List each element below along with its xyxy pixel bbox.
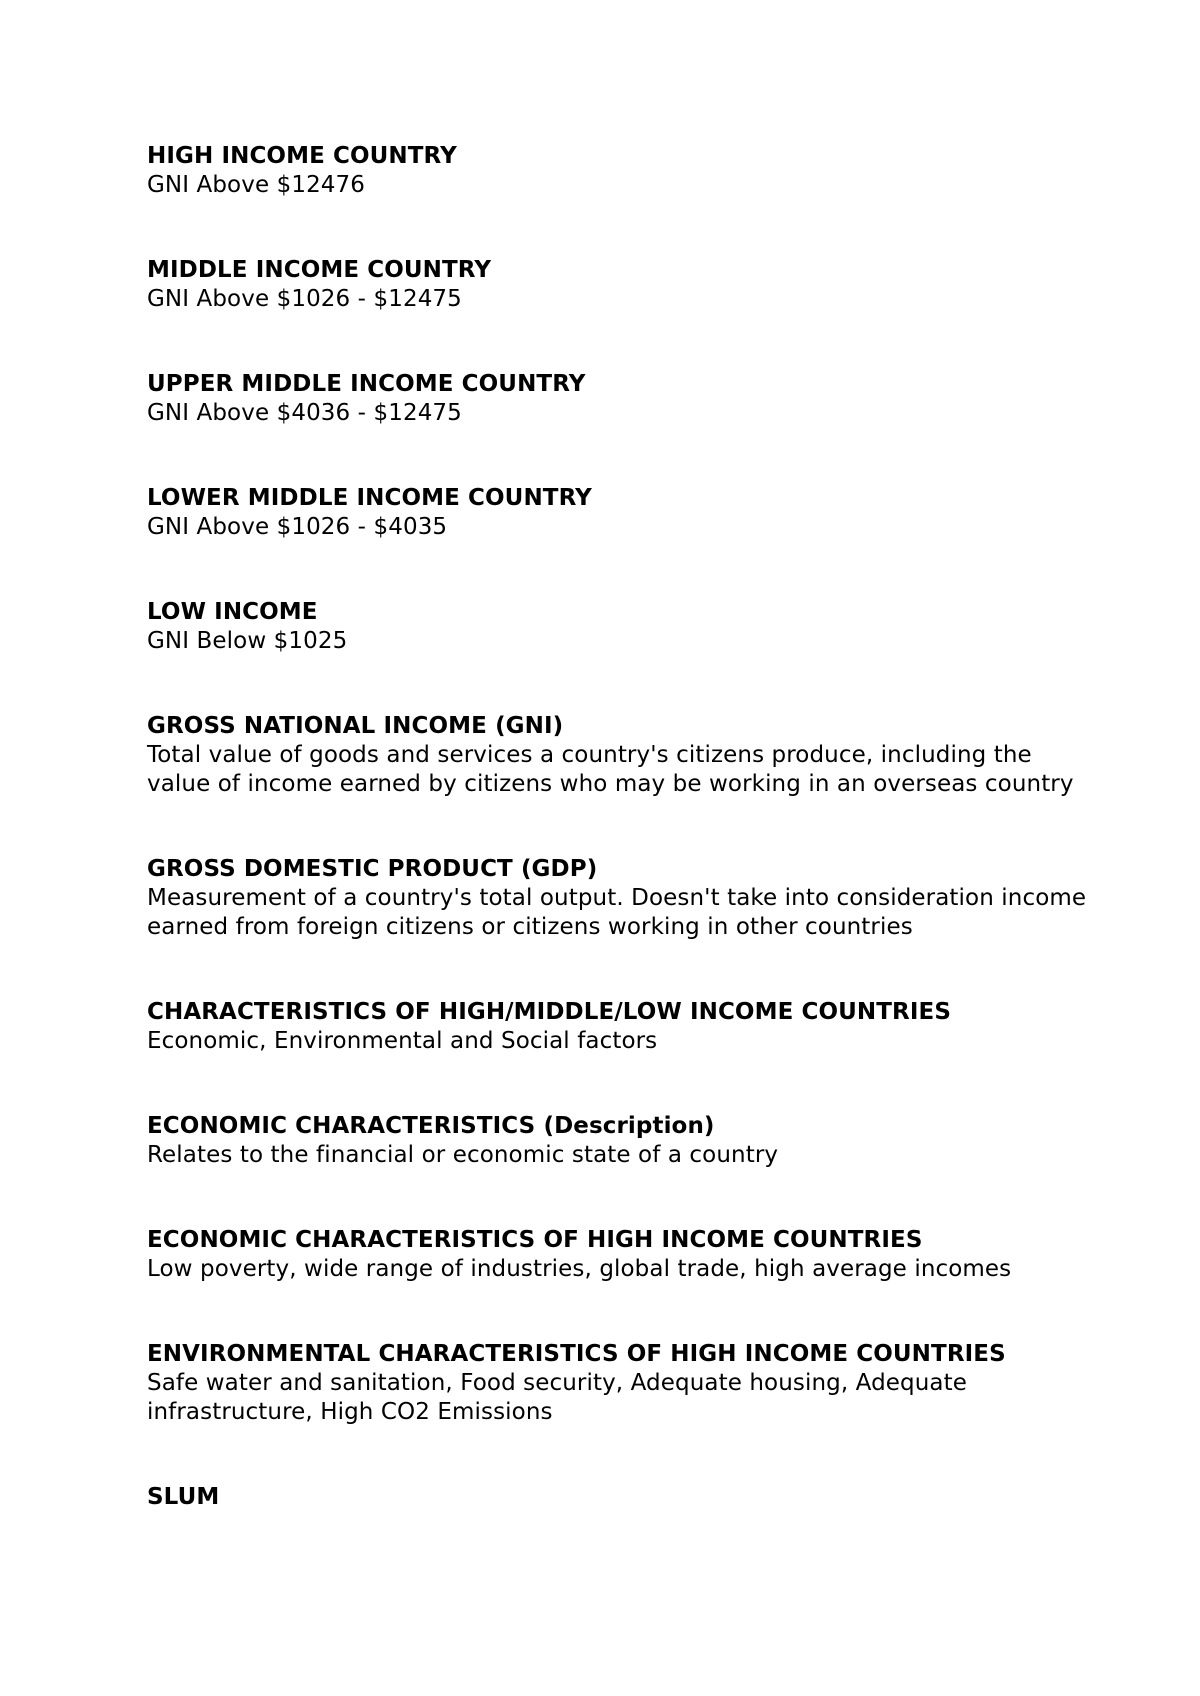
term-heading: CHARACTERISTICS OF HIGH/MIDDLE/LOW INCOME COUNTRIES	[147, 999, 951, 1025]
entry-characteristics	[147, 998, 1097, 1056]
term-heading: SLUM	[147, 1484, 220, 1510]
term-heading: GROSS NATIONAL INCOME (GNI)	[147, 713, 564, 739]
term-definition: Relates to the financial or economic state of a country	[147, 1142, 779, 1168]
entry-environmental-high-income	[147, 1340, 1097, 1427]
term-heading: GROSS DOMESTIC PRODUCT (GDP)	[147, 856, 598, 882]
entry-slum	[147, 1483, 1097, 1512]
term-definition: Low poverty, wide range of industries, global trade, high average incomes	[147, 1256, 1012, 1282]
term-definition: Measurement of a country's total output. Doesn't take into consideration income earned from foreign citizens or citizens working in other countries	[147, 885, 1087, 940]
entry-middle-income	[147, 256, 1097, 314]
entry-gdp	[147, 855, 1097, 942]
entry-lower-middle-income	[147, 484, 1097, 542]
term-heading: HIGH INCOME COUNTRY	[147, 143, 457, 169]
term-definition: Economic, Environmental and Social factors	[147, 1028, 658, 1054]
entry-gni	[147, 712, 1097, 799]
term-definition: Total value of goods and services a country's citizens produce, including the value of income earned by citizens who may be working in an overseas country	[147, 742, 1074, 797]
term-definition: GNI Below $1025	[147, 628, 348, 654]
entry-low-income	[147, 598, 1097, 656]
entry-economic-description	[147, 1112, 1097, 1170]
term-definition: GNI Above $1026 - $12475	[147, 286, 462, 312]
term-heading: ECONOMIC CHARACTERISTICS (Description)	[147, 1113, 715, 1139]
entry-high-income	[147, 142, 1097, 200]
document-page	[147, 142, 1097, 1568]
term-heading: UPPER MIDDLE INCOME COUNTRY	[147, 371, 586, 397]
entry-upper-middle-income	[147, 370, 1097, 428]
term-definition: GNI Above $1026 - $4035	[147, 514, 448, 540]
term-heading: ENVIRONMENTAL CHARACTERISTICS OF HIGH INCOME COUNTRIES	[147, 1341, 1006, 1367]
entry-economic-high-income	[147, 1226, 1097, 1284]
term-heading: LOWER MIDDLE INCOME COUNTRY	[147, 485, 592, 511]
term-heading: ECONOMIC CHARACTERISTICS OF HIGH INCOME COUNTRIES	[147, 1227, 923, 1253]
term-definition: Safe water and sanitation, Food security, Adequate housing, Adequate infrastructure, High CO2 Emissions	[147, 1370, 967, 1425]
term-definition: GNI Above $12476	[147, 172, 365, 198]
term-heading: LOW INCOME	[147, 599, 318, 625]
term-heading: MIDDLE INCOME COUNTRY	[147, 257, 492, 283]
term-definition: GNI Above $4036 - $12475	[147, 400, 462, 426]
